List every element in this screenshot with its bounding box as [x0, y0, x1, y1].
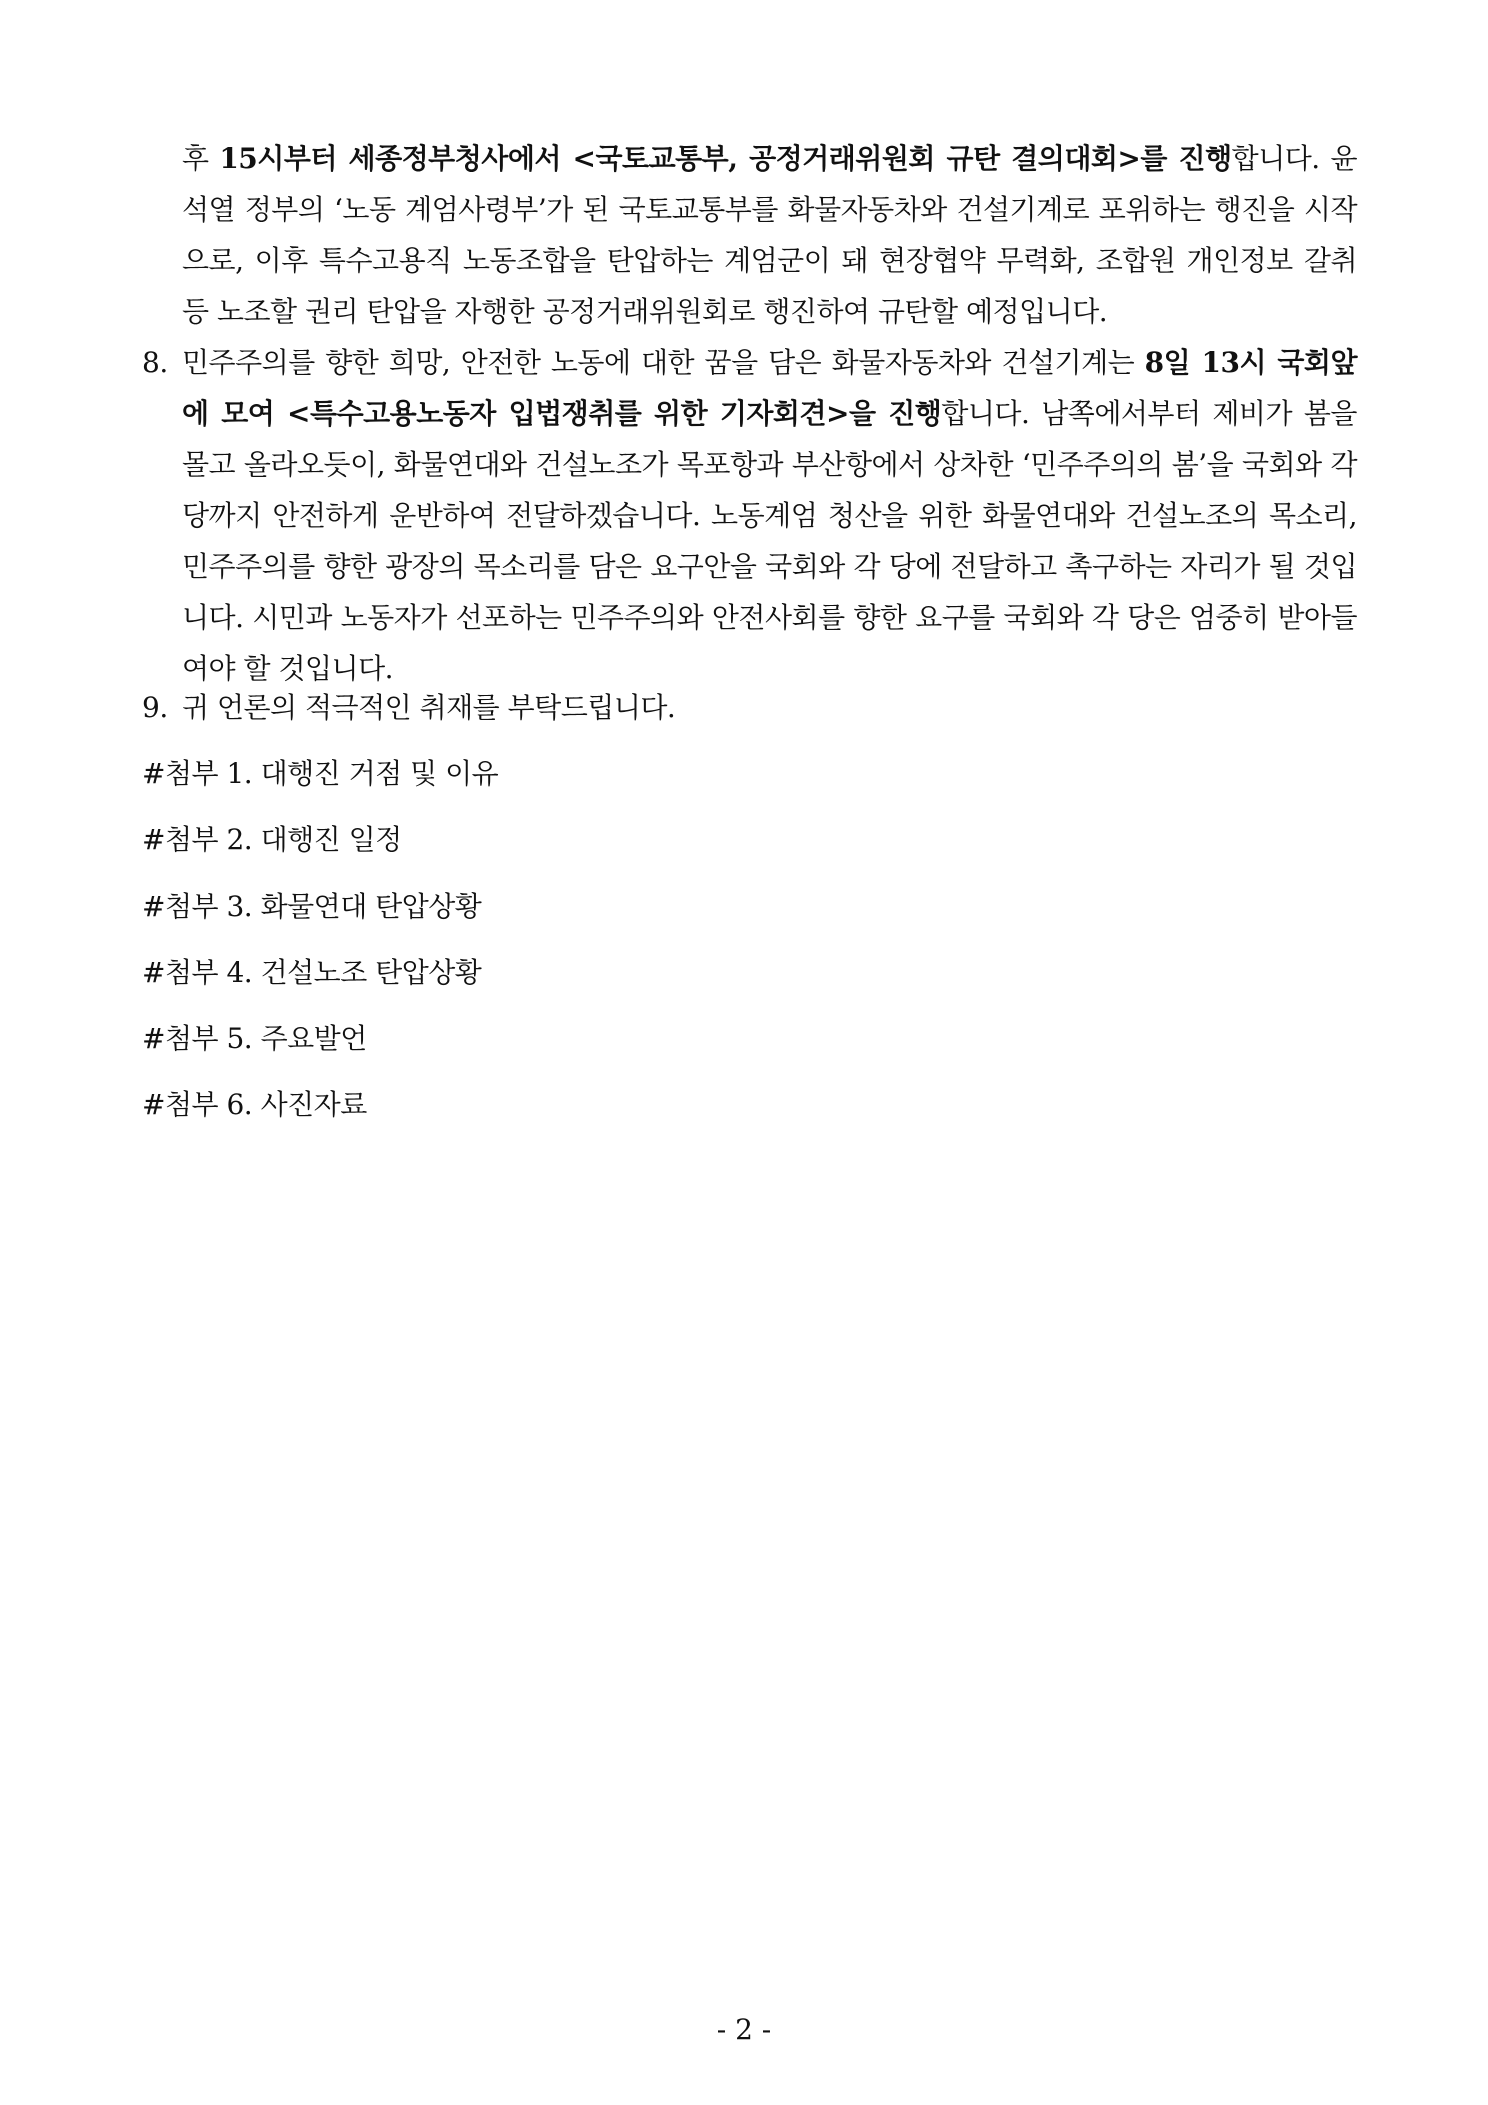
- item-8: [142, 337, 1357, 694]
- item-9: [142, 682, 1357, 733]
- attachment-3: #첨부 3. 화물연대 탄압상황: [142, 890, 482, 923]
- item-8-body: [182, 337, 1357, 694]
- item-7-text-before: 후: [182, 142, 220, 175]
- item-8-text-2: 합니다. 남쪽에서부터 제비가 봄을 몰고 올라오듯이, 화물연대와 건설노조가 목포항과 부산항에서 상차한 ‘민주주의의 봄’을 국회와 각 당까지 안전하게 운반하여 전달하겠습니다. 노동계엄 청산을 위한 화물연대와 건설노조의 목소리, 민주주의를 향한 광장의 목소리를 담은 요구안을 국회와 각 당에 전달하고 촉구하는 자리가 될 것입니다. 시민과 노동자가 선포하는 민주주의와 안전사회를 향한 요구를 국회와 각 당은 엄중히 받아들여야 할 것입니다.: [182, 397, 1357, 685]
- attachment-6: #첨부 6. 사진자료: [142, 1088, 367, 1121]
- item-7-text-after: 합니다. 윤석열 정부의 ‘노동 계엄사령부’가 된 국토교통부를 화물자동차와 건설기계로 포위하는 행진을 시작으로, 이후 특수고용직 노동조합을 탄압하는 계엄군이 돼 현장협약 무력화, 조합원 개인정보 갈취 등 노조할 권리 탄압을 자행한 공정거래위원회로 행진하여 규탄할 예정입니다.: [182, 142, 1357, 328]
- item-8-bold-event: 8일 13시 국회앞에 모여 <특수고용노동자 입법쟁취를 위한 기자회견>을 진행: [182, 346, 1357, 430]
- page-number: - 2 -: [716, 2013, 772, 2046]
- item-8-number: 8.: [142, 346, 168, 379]
- item-8-text-1: 민주주의를 향한 희망, 안전한 노동에 대한 꿈을 담은 화물자동차와 건설기계는: [182, 346, 1145, 379]
- item-9-number: 9.: [142, 691, 168, 724]
- item-7-continuation: [182, 133, 1357, 337]
- attachment-4: #첨부 4. 건설노조 탄압상황: [142, 956, 482, 989]
- item-9-text: 귀 언론의 적극적인 취재를 부탁드립니다.: [182, 691, 676, 724]
- attachment-2: #첨부 2. 대행진 일정: [142, 823, 402, 856]
- attachment-5: #첨부 5. 주요발언: [142, 1022, 367, 1055]
- item-7-bold-event: 15시부터 세종정부청사에서 <국토교통부, 공정거래위원회 규탄 결의대회>를 진행: [219, 142, 1232, 175]
- attachment-1: #첨부 1. 대행진 거점 및 이유: [142, 757, 499, 790]
